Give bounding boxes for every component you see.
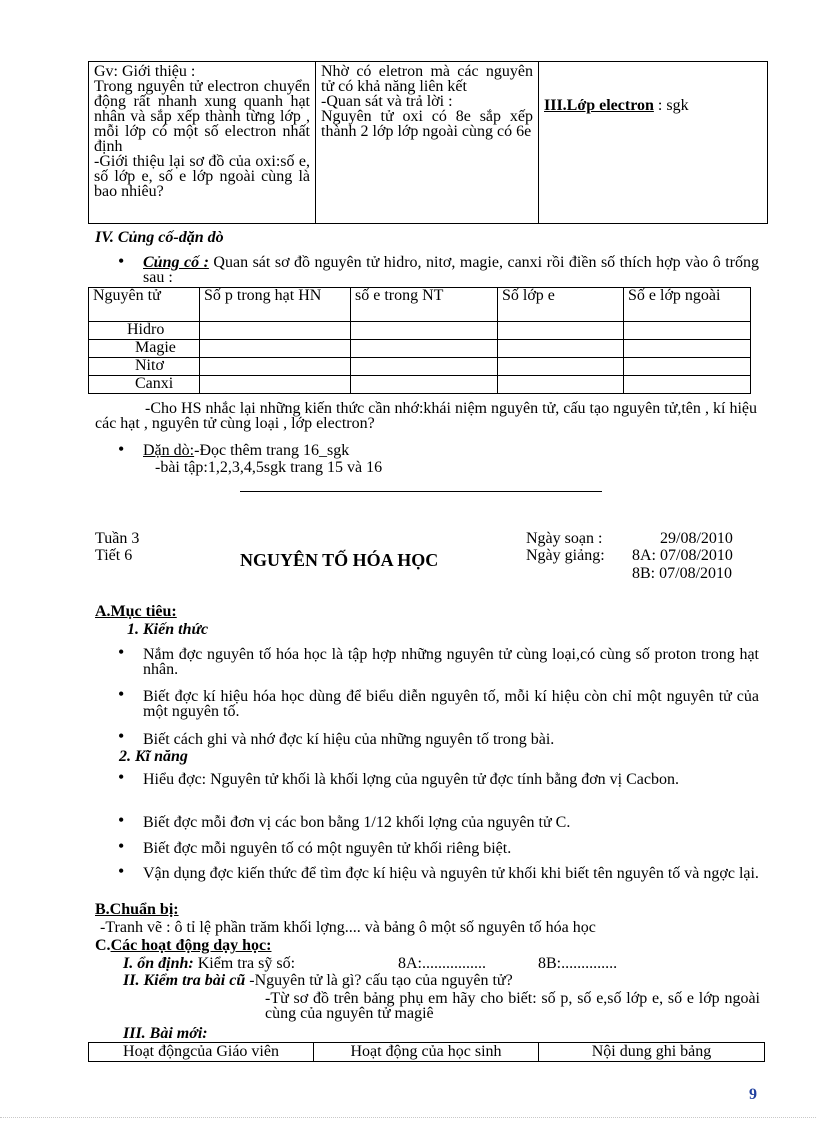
- empty-cell[interactable]: [200, 340, 351, 358]
- cung-co-paragraph: [143, 255, 759, 285]
- page-number: 9: [749, 1086, 757, 1103]
- new-lesson-heading: III. Bài mới:: [123, 1025, 208, 1042]
- bullet-icon: •: [118, 861, 125, 881]
- section-iv-heading: IV. Củng cố-dặn dò: [95, 229, 224, 246]
- header-board-content: Nội dung ghi bảng: [539, 1043, 765, 1062]
- page-footer-line: [0, 1117, 816, 1118]
- header-nguyen-tu: Nguyên tử: [89, 288, 200, 322]
- cung-co-label: Củng cố :: [143, 254, 209, 271]
- empty-cell[interactable]: [498, 358, 624, 376]
- activities-heading-prefix: C.: [95, 937, 111, 954]
- activities-heading-text: Các hoạt động dạy học:: [110, 937, 272, 954]
- knowledge-item-1: Nắm đợc nguyên tố hóa học là tập hợp những nguyên tử cùng loại,có cùng số proton trong hạt nhân.: [143, 646, 759, 678]
- prep-date-label: Ngày soạn :: [526, 530, 603, 547]
- bullet-icon: •: [118, 439, 125, 459]
- activity-table-header: [88, 1042, 765, 1062]
- prep-date: 29/08/2010: [660, 530, 733, 547]
- empty-cell[interactable]: [351, 376, 498, 394]
- on-dinh-line: [123, 956, 295, 971]
- kiem-tra-q2: -Từ sơ đồ trên bảng phụ em hãy cho biết: số p, số e,số lớp e, số e lớp ngoài cùng của nguyên tử magiê: [265, 990, 760, 1022]
- kiem-tra-q1: -Nguyên tử là gì? cấu tạo của nguyên tử?: [245, 972, 513, 989]
- attendance-8a: 8A:................: [398, 955, 486, 972]
- header-so-e-lop-ngoai: Số e lớp ngoài: [624, 288, 751, 322]
- empty-cell[interactable]: [624, 376, 751, 394]
- skill-item-4: Vận dụng đợc kiến thức để tìm đợc kí hiệu và nguyên tử khối khi biết tên nguyên tố và ngợc lại.: [143, 865, 759, 882]
- cung-co-text: Quan sát sơ đồ nguyên tử hidro, nitơ, magie, canxi rồi điền số thích hợp vào ô trống sau :: [143, 254, 759, 286]
- board-content-cell: [539, 62, 768, 224]
- week-label: Tuần 3: [95, 530, 140, 547]
- skill-item-1: Hiểu đợc: Nguyên tử khối là khối lợng của nguyên tử đợc tính bằng đơn vị Cacbon.: [143, 771, 679, 788]
- kiem-tra-label: II. Kiểm tra bài cũ: [123, 972, 246, 989]
- skill-item-3: Biết đợc mỗi nguyên tố có một nguyên tử khối riêng biệt.: [143, 840, 512, 857]
- empty-cell[interactable]: [200, 322, 351, 340]
- knowledge-heading: 1. Kiến thức: [127, 621, 209, 638]
- electron-layer-heading: III.Lớp electron: [544, 97, 654, 114]
- homework-line: -bài tập:1,2,3,4,5sgk trang 15 và 16: [155, 459, 383, 476]
- preparation-text: -Tranh vẽ : ô tỉ lệ phần trăm khối lợng.... và bảng ô một số nguyên tố hóa học: [100, 919, 596, 936]
- dan-do-text: -Đọc thêm trang 16_sgk: [194, 442, 350, 459]
- teacher-intro-label: Gv: Giới thiệu :: [94, 63, 196, 80]
- row-canxi: Canxi: [89, 376, 200, 394]
- student-linking-text: Nhờ có eletron mà các nguyên tử có khả năng liên kết: [321, 63, 533, 95]
- empty-cell[interactable]: [624, 340, 751, 358]
- bullet-icon: •: [118, 642, 125, 662]
- empty-cell[interactable]: [498, 322, 624, 340]
- row-magie: Magie: [89, 340, 200, 358]
- section-divider: [240, 491, 602, 492]
- objectives-heading: A.Mục tiêu:: [95, 603, 177, 620]
- student-activity-cell: [316, 62, 539, 224]
- empty-cell[interactable]: [624, 322, 751, 340]
- review-paragraph: -Cho HS nhắc lại những kiến thức cần nhớ:khái niệm nguyên tử, cấu tạo nguyên tử,tên , kí hiệu các hạt , nguyên tử cùng loại , lớp electron?: [95, 400, 757, 432]
- kiem-tra-line: [123, 973, 513, 988]
- on-dinh-text: Kiểm tra sỹ số:: [193, 955, 296, 972]
- skills-heading: 2. Kĩ năng: [119, 748, 188, 765]
- period-label: Tiết 6: [95, 547, 133, 564]
- header-so-lop-e: Số lớp e: [498, 288, 624, 322]
- table-row: [89, 376, 751, 394]
- header-teacher-activity: Hoạt độngcủa Giáo viên: [89, 1043, 314, 1062]
- teacher-activity-cell: [89, 62, 316, 224]
- header-student-activity: Hoạt động của học sinh: [314, 1043, 539, 1062]
- header-so-e: số e trong NT: [351, 288, 498, 322]
- teach-date-8a: 8A: 07/08/2010: [632, 547, 733, 564]
- table-row: [89, 340, 751, 358]
- lesson-activity-table-top: [88, 61, 768, 224]
- teach-date-label: Ngày giảng:: [526, 547, 605, 564]
- preparation-heading: B.Chuẩn bị:: [95, 901, 179, 918]
- electron-layer-ref: : sgk: [653, 97, 689, 114]
- empty-cell[interactable]: [351, 322, 498, 340]
- empty-cell[interactable]: [351, 358, 498, 376]
- empty-cell[interactable]: [351, 340, 498, 358]
- table-row: [89, 322, 751, 340]
- bullet-icon: •: [118, 767, 125, 787]
- empty-cell[interactable]: [200, 358, 351, 376]
- bullet-icon: •: [118, 726, 125, 746]
- empty-cell[interactable]: [624, 358, 751, 376]
- activities-heading: [95, 938, 271, 953]
- knowledge-item-2: Biết đợc kí hiệu hóa học dùng để biểu diễn nguyên tố, mỗi kí hiệu còn chỉ một nguyên tử của một nguyên tố.: [143, 688, 759, 720]
- lesson-title: NGUYÊN TỐ HÓA HỌC: [240, 550, 439, 570]
- attendance-8b: 8B:..............: [538, 955, 618, 972]
- table-row: [89, 358, 751, 376]
- knowledge-item-3: Biết cách ghi và nhớ đợc kí hiệu của những nguyên tố trong bài.: [143, 731, 555, 748]
- teach-date-8b: 8B: 07/08/2010: [632, 565, 733, 582]
- header-so-p: Số p trong hạt HN: [200, 288, 351, 322]
- skill-item-2: Biết đợc mỗi đơn vị các bon bằng 1/12 khối lợng của nguyên tử C.: [143, 814, 571, 831]
- bullet-icon: •: [118, 836, 125, 856]
- bullet-icon: •: [118, 684, 125, 704]
- row-hidro: Hidro: [89, 322, 200, 340]
- teacher-intro-text: Trong nguyên tử electron chuyển động rất nhanh xung quanh hạt nhân và sắp xếp thành từng lớp , mỗi lớp có một số electron nhất định: [94, 78, 310, 155]
- atom-fill-table: [88, 287, 751, 394]
- teacher-oxi-question: -Giới thiệu lại sơ đồ của oxi:số e, số lớp e, số e lớp ngoài cùng là bao nhiêu?: [94, 153, 310, 200]
- student-observe-text: -Quan sát và trả lời :: [321, 93, 453, 110]
- bullet-icon: •: [118, 810, 125, 830]
- dan-do-label: Dặn dò:: [143, 442, 195, 459]
- empty-cell[interactable]: [498, 376, 624, 394]
- empty-cell[interactable]: [498, 340, 624, 358]
- empty-cell[interactable]: [200, 376, 351, 394]
- bullet-icon: •: [118, 251, 125, 271]
- dan-do-line: [143, 443, 349, 458]
- row-nito: Nitơ: [89, 358, 200, 376]
- student-oxi-answer: Nguyên tử oxi có 8e sắp xếp thành 2 lớp lớp ngoài cùng có 6e: [321, 108, 533, 140]
- on-dinh-label: I. ổn định:: [123, 955, 194, 972]
